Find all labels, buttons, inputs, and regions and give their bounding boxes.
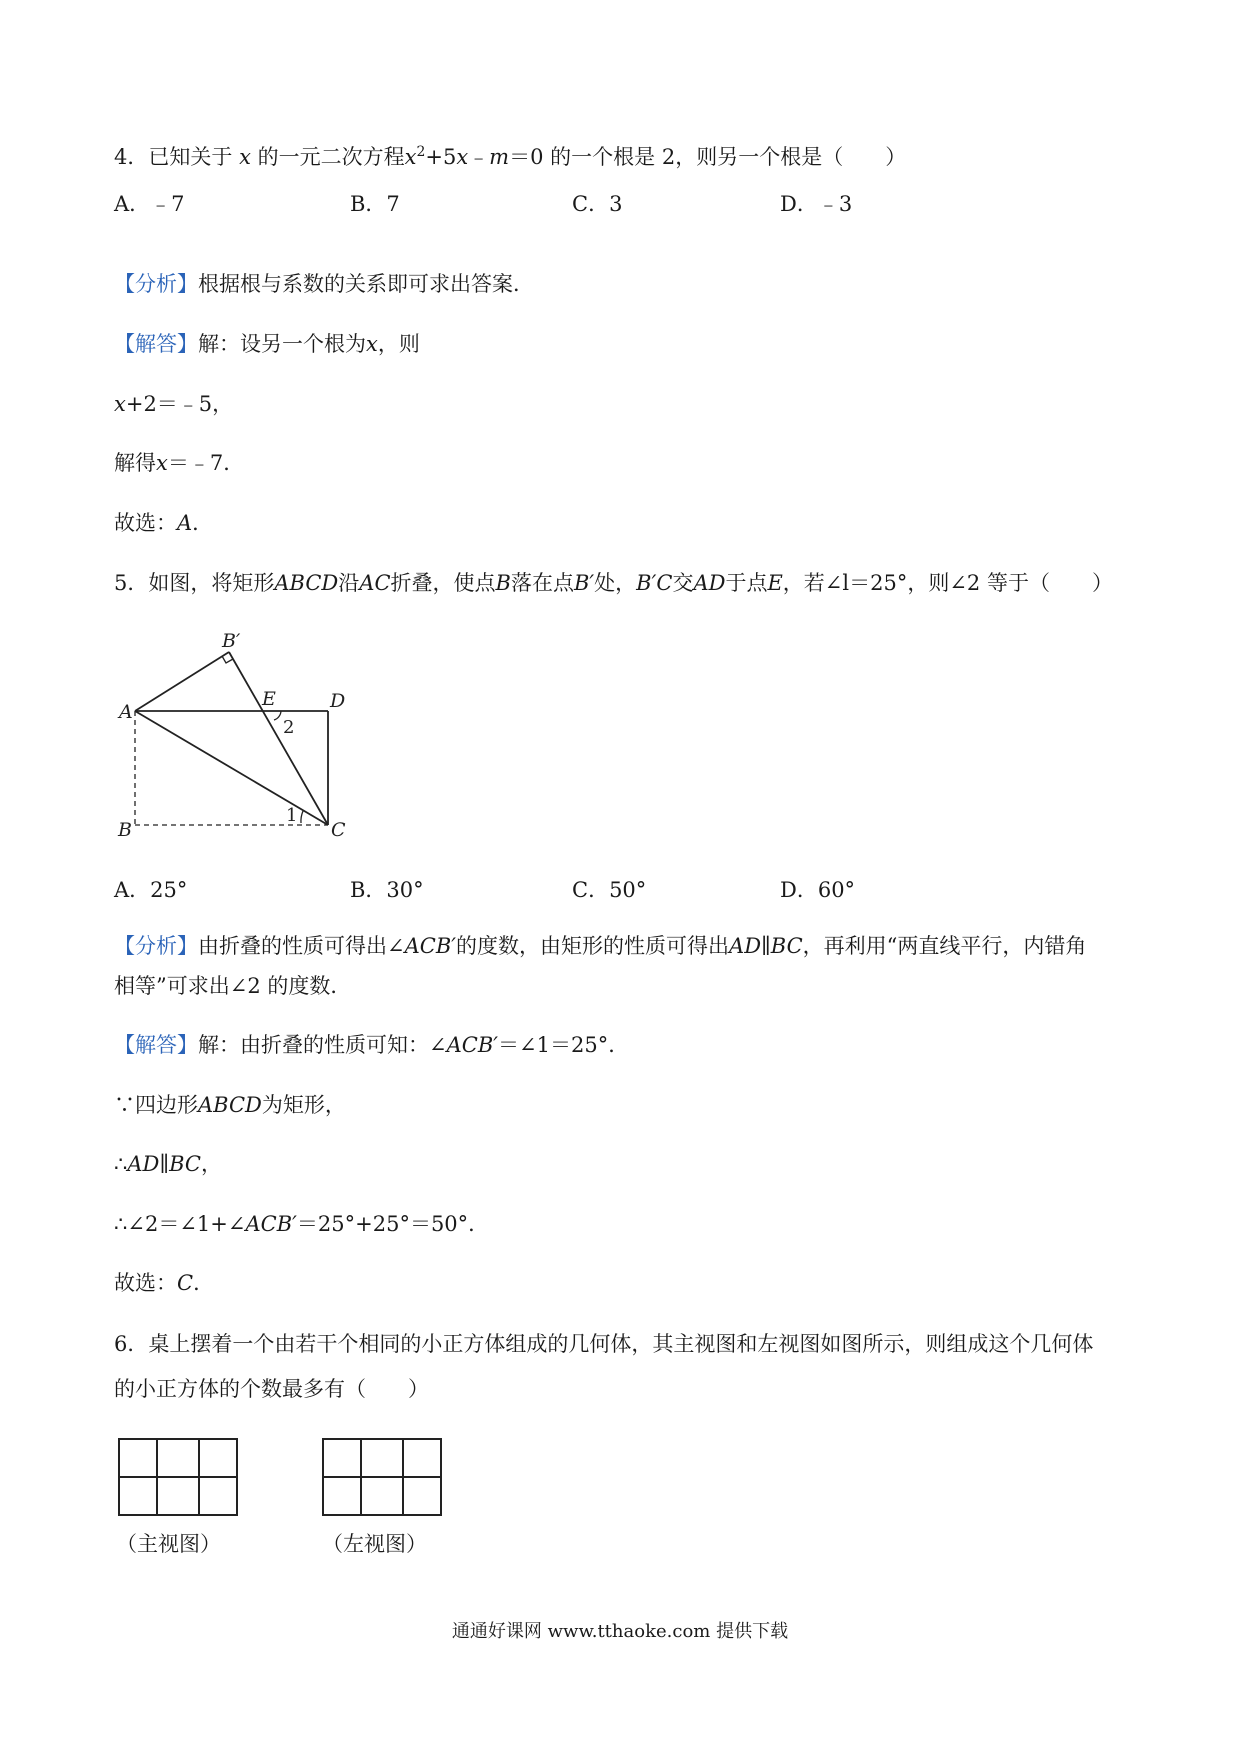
q5-option-d: D．60° bbox=[780, 878, 856, 902]
angle-1-arc bbox=[301, 811, 303, 823]
rectangle-fold-figure bbox=[105, 625, 365, 850]
q4-analysis: 【分析】根据根与系数的关系即可求出答案． bbox=[114, 272, 534, 296]
q5-solution-line-1: ∵四边形ABCD为矩形， bbox=[114, 1093, 346, 1117]
main-view-caption: （主视图） bbox=[116, 1532, 221, 1556]
label-d: D bbox=[330, 690, 346, 712]
q4-choice: 故选：A． bbox=[114, 511, 214, 535]
main-view-figure bbox=[118, 1438, 242, 1518]
q4-solution-line-2: 解得x＝﹣7． bbox=[114, 451, 245, 475]
diagonal-ac bbox=[135, 711, 328, 825]
answer-tag: 【解答】 bbox=[114, 1033, 198, 1057]
label-c: C bbox=[331, 819, 346, 841]
q5-analysis-line-1: 【分析】由折叠的性质可得出∠ACB′的度数，由矩形的性质可得出AD∥BC，再利用“两直线平行，内错角 bbox=[114, 934, 1087, 958]
left-view-caption: （左视图） bbox=[322, 1532, 427, 1556]
q5-option-b: B．30° bbox=[350, 878, 424, 902]
segment-ab-prime bbox=[135, 652, 229, 711]
label-b-prime: B′ bbox=[222, 630, 241, 652]
analysis-tag: 【分析】 bbox=[114, 934, 198, 958]
q6-stem-line-2: 的小正方体的个数最多有（ ） bbox=[114, 1377, 429, 1401]
segment-b-prime-c bbox=[229, 652, 328, 825]
q4-solution-line-1: x+2＝﹣5， bbox=[114, 392, 234, 416]
label-angle-1: 1 bbox=[286, 805, 298, 826]
q4-option-a: A．﹣7 bbox=[114, 192, 185, 216]
q5-stem: 5．如图，将矩形ABCD沿AC折叠，使点B落在点B′处，B′C交AD于点E，若∠l＝25°，则∠2 等于（ ） bbox=[114, 571, 1113, 595]
q5-solution-line-2: ∴AD∥BC， bbox=[114, 1152, 222, 1176]
answer-tag: 【解答】 bbox=[114, 332, 198, 356]
label-b: B bbox=[118, 819, 132, 841]
label-angle-2: 2 bbox=[283, 717, 295, 738]
label-a: A bbox=[119, 701, 133, 723]
q6-stem-line-1: 6．桌上摆着一个由若干个相同的小正方体组成的几何体，其主视图和左视图如图所示，则组成这个几何体 bbox=[114, 1332, 1094, 1356]
page-footer: 通通好课网 www.tthaoke.com 提供下载 bbox=[451, 1621, 789, 1642]
q4-option-c: C．3 bbox=[572, 192, 623, 216]
q5-analysis-line-2: 相等”可求出∠2 的度数． bbox=[114, 974, 352, 998]
left-view-figure bbox=[322, 1438, 446, 1518]
q4-stem: 4．已知关于 x 的一元二次方程$x^2+5x﹣m=0$ 的一个根是 2，则另一个根是（ ） bbox=[114, 144, 907, 169]
q5-answer: 【解答】解：由折叠的性质可知：∠ACB′＝∠1＝25°． bbox=[114, 1033, 630, 1057]
q5-solution-line-3: ∴∠2＝∠1+∠ACB′＝25°+25°＝50°． bbox=[114, 1212, 490, 1236]
q5-option-a: A．25° bbox=[114, 878, 188, 902]
q4-option-d: D．﹣3 bbox=[780, 192, 853, 216]
q4-answer: 【解答】解：设另一个根为x，则 bbox=[114, 332, 420, 356]
q5-choice: 故选：C． bbox=[114, 1271, 215, 1295]
q4-option-b: B．7 bbox=[350, 192, 400, 216]
label-e: E bbox=[262, 688, 276, 710]
angle-2-arc bbox=[274, 711, 281, 720]
q5-option-c: C．50° bbox=[572, 878, 647, 902]
analysis-tag: 【分析】 bbox=[114, 272, 198, 296]
